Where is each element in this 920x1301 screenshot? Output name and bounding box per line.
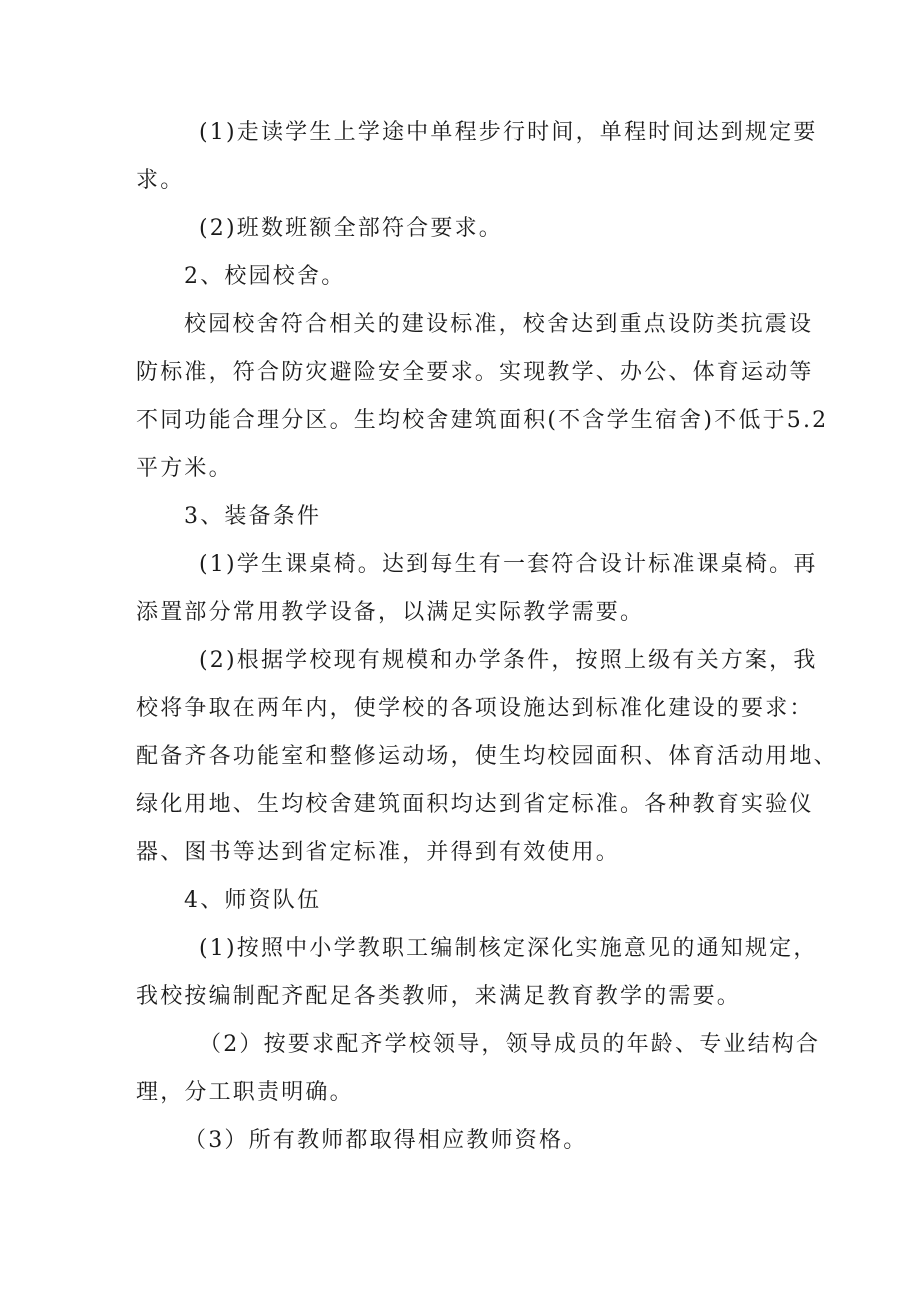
text-line: 器、图书等达到省定标准，并得到有效使用。 [136,840,621,865]
text-line: 求。 [136,168,185,193]
text-line: (1)学生课桌椅。达到每生有一套符合设计标准课桌椅。再 [199,552,818,577]
text-line: 理，分工职责明确。 [136,1080,354,1105]
section-heading: 4、师资队伍 [184,888,322,913]
text-line: 校将争取在两年内，使学校的各项设施达到标准化建设的要求： [136,696,814,721]
text-line: 校园校舍符合相关的建设标准，校舍达到重点设防类抗震设 [184,312,814,337]
section-heading: 2、校园校舍。 [184,264,346,289]
text-line: 绿化用地、生均校舍建筑面积均达到省定标准。各种教育实验仪 [136,792,814,817]
section-heading: 3、装备条件 [184,504,322,529]
text-line: (2)根据学校现有规模和办学条件，按照上级有关方案，我 [199,648,818,673]
text-line: 添置部分常用教学设备，以满足实际教学需要。 [136,600,645,625]
text-line: 平方米。 [136,456,233,481]
text-line: (1)按照中小学教职工编制核定深化实施意见的通知规定， [199,936,818,961]
text-line: 配备齐各功能室和整修运动场，使生均校园面积、体育活动用地、 [136,744,838,769]
text-line: 防标准，符合防灾避险安全要求。实现教学、办公、体育运动等 [136,360,814,385]
text-line: (1)走读学生上学途中单程步行时间，单程时间达到规定要 [199,120,818,145]
text-line: （2）按要求配齐学校领导，领导成员的年龄、专业结构合 [199,1032,821,1057]
text-line: (2)班数班额全部符合要求。 [199,216,503,241]
text-line: （3）所有教师都取得相应教师资格。 [184,1128,588,1153]
text-line: 我校按编制配齐配足各类教师，来满足教育教学的需要。 [136,984,742,1009]
text-line: 不同功能合理分区。生均校舍建筑面积(不含学生宿舍)不低于5.2 [136,408,829,433]
